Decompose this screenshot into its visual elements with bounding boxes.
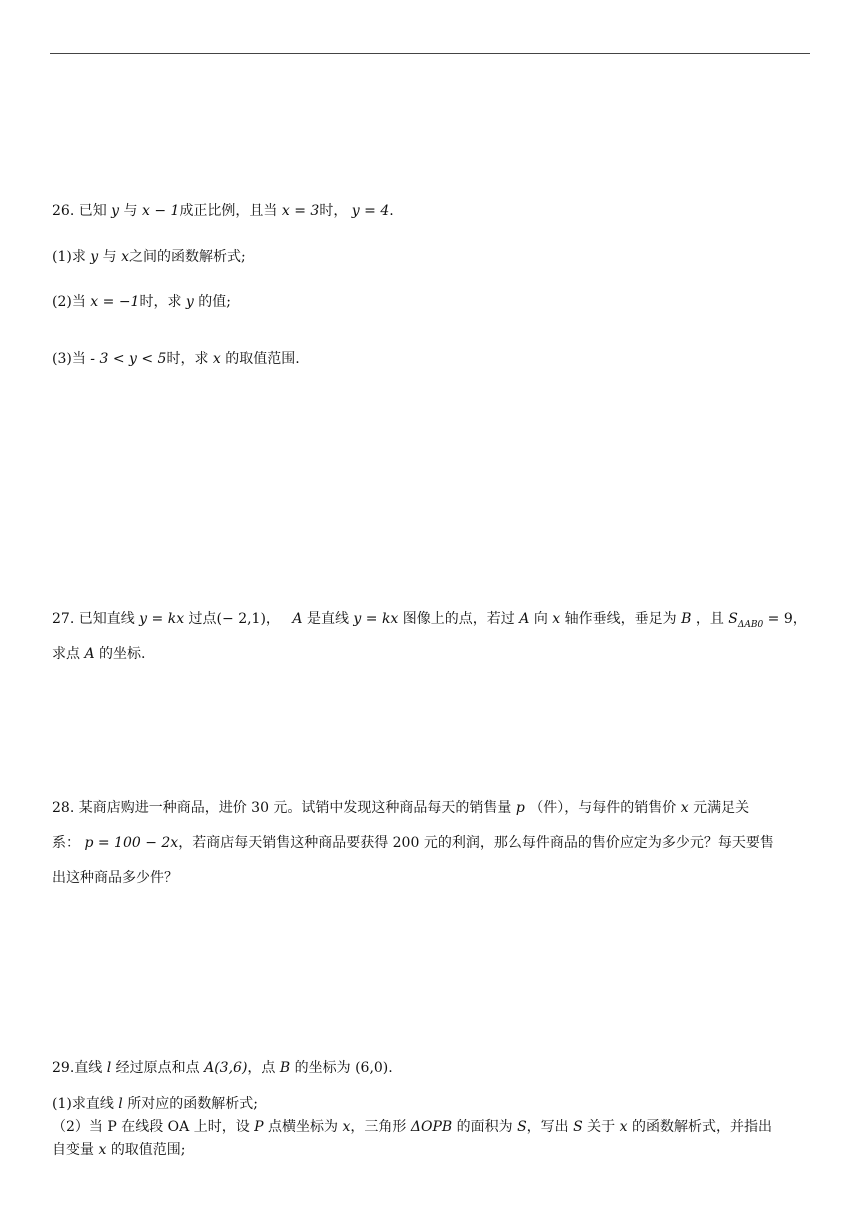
q26-var-x: x [212,351,221,367]
q27-var-A: A [519,611,530,627]
q29-text: 直线 [74,1060,103,1076]
q26-part2 [52,292,810,312]
q29-text: (1)求直线 [52,1096,114,1112]
q26-text: 的取值范围. [225,351,300,367]
q29-var-B: B [279,1060,291,1076]
q29-part3 [52,1140,810,1160]
q26-eq-x-neg1: x = −1 [90,294,140,310]
q26-text: 与 [123,203,138,219]
q29-stem [52,1058,810,1078]
q29-var-l: l [106,1060,112,1076]
q26-text: 时， [319,203,348,219]
q28-line3 [52,868,810,888]
q26-text: 成正比例，且当 [179,203,278,219]
q28-line2 [52,833,810,853]
q26-text: (1)求 [52,249,86,265]
q27-text: ，且 [695,611,724,627]
q27-line2 [52,644,810,664]
q28-text: 某商店购进一种商品，进价 30 元。试销中发现这种商品每天的销售量 [78,800,512,816]
q27-var-x: x [552,611,561,627]
q29-text: ，写出 [526,1119,569,1135]
q26-text: 的值; [198,294,232,310]
q26-part1 [52,247,810,267]
header-rule [50,53,810,54]
q26-var-y: y [111,203,120,219]
q29-part1 [52,1094,810,1114]
q26-var-y: y [90,249,99,265]
q27-var-B: B [681,611,692,627]
q27-text: 向 [533,611,548,627]
q29-text: ，点 [247,1060,276,1076]
q29-text: 的取值范围; [110,1142,186,1158]
q26-number: 26. [52,203,75,219]
q29-var-x: x [619,1119,628,1135]
q27-text: 过点 [188,611,217,627]
q29-text: （2）当 P 在线段 OA 上时，设 [52,1119,250,1135]
q29-var-S: S [573,1119,583,1135]
q29-part2 [52,1117,810,1137]
q27-number: 27. [52,611,75,627]
q27-text: 的坐标. [99,646,146,662]
q28-text: 元满足关 [693,800,750,816]
q28-var-x: x [680,800,689,816]
q29-var-P: P [254,1119,264,1135]
q29-text: 自变量 [52,1142,94,1158]
q28-stem [52,798,810,818]
q29-var-x: x [98,1142,107,1158]
q29-var-S: S [517,1119,527,1135]
q29-text: . [388,1060,393,1076]
q29-text: 关于 [587,1119,616,1135]
q27-text: 已知直线 [78,611,135,627]
q26-part3 [52,349,810,369]
q28-number: 28. [52,800,75,816]
q26-text: (3)当 [52,351,86,367]
q29-text: 点横坐标为 [268,1119,339,1135]
q27-text: 图像上的点，若过 [402,611,515,627]
q29-point-A: A(3,6) [204,1060,248,1076]
q26-text: 时，求 [166,351,209,367]
q26-eq-y4: y = 4 [351,203,390,219]
q26-text: 时，求 [139,294,182,310]
q27-text: 轴作垂线，垂足为 [564,611,677,627]
q27-var-A: A [292,611,303,627]
q27-eq-ykx: y = kx [353,611,399,627]
q26-text: 已知 [78,203,107,219]
q29-point-B: (6,0) [355,1060,389,1076]
q29-var-x: x [342,1119,351,1135]
q29-number: 29. [52,1060,75,1076]
q27-stem [52,609,810,635]
q26-expr-x-minus-1: x − 1 [142,203,180,219]
q26-var-y: y [185,294,194,310]
q28-text: 出这种商品多少件？ [52,870,178,886]
q27-text: 是直线 [306,611,349,627]
q26-eq-x3: x = 3 [281,203,320,219]
q29-text: 所对应的函数解析式; [127,1096,258,1112]
q26-text: 之间的函数解析式; [129,249,246,265]
q27-area-S: S [728,611,738,627]
q26-text: . [389,203,394,219]
q29-text: ，三角形 [350,1119,407,1135]
q27-point: (− 2,1) [216,611,266,627]
q29-triangle: ΔOPB [410,1119,453,1135]
q27-eq-ykx: y = kx [139,611,185,627]
q29-var-l: l [118,1096,123,1112]
q29-text: 的坐标为 [294,1060,351,1076]
q27-area-subscript: ΔAB0 [737,620,764,630]
q28-text: ，若商店每天销售这种商品要获得 200 元的利润，那么每件商品的售价应定为多少元？每天要售 [178,835,774,851]
q28-text: 系： [52,835,80,851]
q27-text: ， [792,611,807,627]
q29-text: 经过原点和点 [115,1060,200,1076]
q27-var-A: A [84,646,95,662]
q29-text: 的面积为 [456,1119,513,1135]
q26-var-x: x [121,249,130,265]
q26-stem [52,201,810,221]
q27-text: ， [265,611,280,627]
q29-text: 的函数解析式，并指出 [631,1119,772,1135]
q28-var-p: p [515,800,525,816]
q26-text: (2)当 [52,294,86,310]
q27-text: 求点 [52,646,80,662]
q27-area-value: = 9 [767,611,793,627]
q28-text: （件），与每件的销售价 [529,800,677,816]
q28-equation: p = 100 − 2x [84,835,179,851]
q26-text: 与 [102,249,117,265]
q26-inequality: - 3 < y < 5 [90,351,167,367]
